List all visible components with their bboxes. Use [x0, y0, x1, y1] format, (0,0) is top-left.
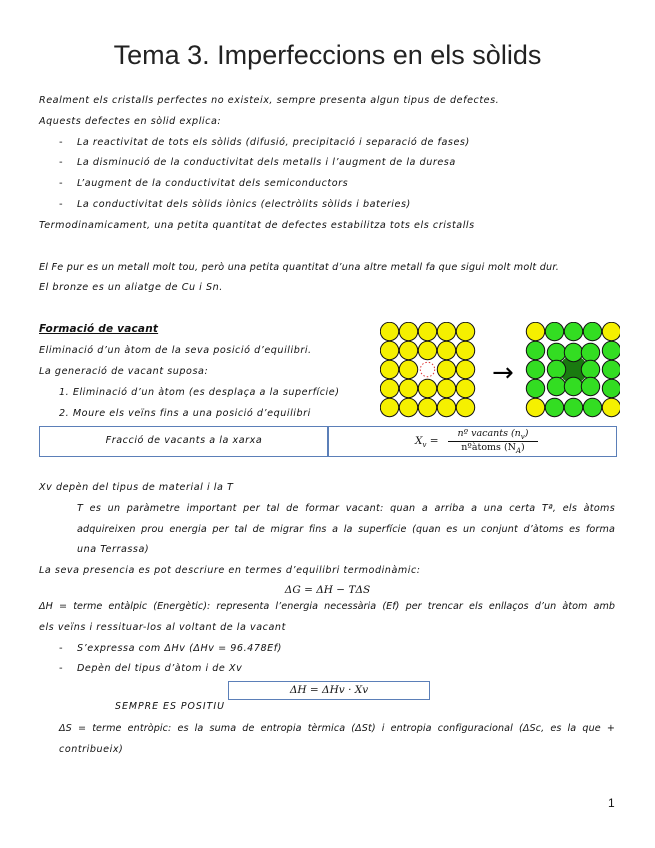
- lattice-atom: [564, 343, 582, 361]
- bullet-dash: -: [59, 178, 63, 189]
- vacancy-step-2: 2. Moure els veïns fins a una posició d’equilibri: [59, 408, 311, 419]
- presence-line: La seva presencia es pot descriure en termes d’equilibri termodinàmic:: [39, 565, 421, 576]
- lattice-atom: [545, 322, 563, 340]
- table-cell-formula: [327, 426, 617, 457]
- lattice-atom: [602, 379, 620, 397]
- lattice-atom: [418, 341, 436, 359]
- lattice-atom: [380, 360, 398, 378]
- lattice-atom: [526, 379, 544, 397]
- enthalpy-bullet-2: Depèn del tipus d’àtom i de Xv: [77, 663, 243, 674]
- lattice-atom: [526, 398, 544, 416]
- lattice-atom: [399, 322, 417, 340]
- intro-bullet-2: La disminució de la conductivitat dels metalls i l’augment de la duresa: [77, 157, 456, 168]
- dh-formula: ΔH = ΔHv · Xv: [289, 684, 369, 696]
- vacancy-line-2: La generació de vacant suposa:: [39, 366, 209, 377]
- formula-den-sub: A: [515, 446, 522, 455]
- lattice-atom: [380, 379, 398, 397]
- dh-formula-box: [228, 681, 430, 700]
- lattice-atom: [526, 360, 544, 378]
- xv-line: Xv depèn del tipus de material i la T: [39, 482, 234, 493]
- lattice-atom: [581, 360, 599, 378]
- gibbs-equation: ΔG = ΔH − TΔS: [284, 584, 371, 596]
- lattice-atom: [602, 341, 620, 359]
- enthalpy-bullet-1: S’expressa com ΔHv (ΔHv = 96.478Ef): [77, 643, 282, 654]
- lattice-atom: [581, 377, 599, 395]
- lattice-atom: [564, 377, 582, 395]
- vacancy-step-1: 1. Eliminació d’un àtom (es desplaça a la superfície): [59, 387, 340, 398]
- fe-line: El Fe pur es un metall molt tou, però una petita quantitat d’una altre metall fa que sigui molt molt dur.: [39, 262, 559, 273]
- bullet-dash: -: [59, 157, 63, 168]
- intro-bullet-1: La reactivitat de tots els sòlids (difusió, precipitació i separació de fases): [77, 137, 470, 148]
- lattice-atom: [456, 398, 474, 416]
- lattice-atom: [564, 398, 582, 416]
- vacancy-lattice-figure: [380, 322, 620, 422]
- lattice-atom: [399, 341, 417, 359]
- lattice-atom: [547, 377, 565, 395]
- bronze-line: El bronze es un aliatge de Cu i Sn.: [39, 282, 223, 293]
- lattice-atom: [526, 322, 544, 340]
- xv-para-line-3: una Terrassa): [77, 544, 150, 555]
- lattice-atom: [526, 341, 544, 359]
- entropy-line-1: ΔS = terme entròpic: es la suma de entropia tèrmica (ΔSt) i entropia configuracional (ΔSc, es la que +: [59, 723, 615, 734]
- bullet-dash: -: [59, 199, 63, 210]
- lattice-atom: [380, 398, 398, 416]
- lattice-before: [380, 322, 474, 416]
- bullet-dash: -: [59, 643, 63, 654]
- lattice-atom: [437, 379, 455, 397]
- intro-bullet-4: La conductivitat dels sòlids iònics (electròlits sòlids i bateries): [77, 199, 411, 210]
- formula-num-end: ): [524, 428, 529, 439]
- always-positive-note: SEMPRE ES POSITIU: [115, 701, 225, 712]
- lattice-atom: [437, 360, 455, 378]
- lattice-atom: [456, 360, 474, 378]
- thermo-line: Termodinamicament, una petita quantitat de defectes estabilitza tots els cristalls: [39, 220, 475, 231]
- table-label: Fracció de vacants a la xarxa: [105, 435, 263, 446]
- formula-den-text: nºàtoms (N: [461, 442, 516, 453]
- lattice-atom: [583, 322, 601, 340]
- lattice-atom: [418, 398, 436, 416]
- lattice-atom: [547, 343, 565, 361]
- page-title: Tema 3. Imperfeccions en els sòlids: [113, 40, 542, 70]
- formula-xv: $X_v$ =: [415, 435, 439, 450]
- page-number: 1: [608, 796, 615, 810]
- lattice-atom: [583, 398, 601, 416]
- enthalpy-line-2: els veïns i ressituar-los al voltant de la vacant: [39, 622, 286, 633]
- lattice-after: [526, 322, 620, 416]
- lattice-atom: [437, 398, 455, 416]
- lattice-atom: [602, 360, 620, 378]
- lattice-atom: [437, 341, 455, 359]
- lattice-atom: [399, 360, 417, 378]
- lattice-atom: [399, 398, 417, 416]
- lattice-atom: [418, 379, 436, 397]
- lattice-atom: [380, 341, 398, 359]
- lattice-atom: [581, 343, 599, 361]
- lattice-atom: [456, 341, 474, 359]
- formula-num-sub: v: [520, 432, 525, 441]
- table-cell-label: [39, 426, 329, 457]
- formula-lhs-sub: v: [422, 441, 427, 450]
- intro-line-1: Realment els cristalls perfectes no existeix, sempre presenta algun tipus de defectes.: [39, 95, 500, 106]
- enthalpy-line-1: ΔH = terme entàlpic (Energètic): representa l’energia necessària (Ef) per trencar els enllaços d’un àtom amb: [39, 601, 615, 612]
- bullet-dash: -: [59, 663, 63, 674]
- lattice-atom: [399, 379, 417, 397]
- lattice-atom: [418, 322, 436, 340]
- lattice-atom: [602, 398, 620, 416]
- bullet-dash: -: [59, 137, 63, 148]
- xv-para-line-2: adquireixen prou energia per tal de migrar fins a la superfície (quan es un conjunt d’àtoms es forma: [77, 524, 615, 535]
- intro-line-2: Aquests defectes en sòlid explica:: [39, 116, 222, 127]
- formula-denominator: [448, 442, 538, 455]
- vacancy-line-1: Eliminació d’un àtom de la seva posició d’equilibri.: [39, 345, 312, 356]
- xv-para-line-1: T es un paràmetre important per tal de formar vacant: quan a arriba a una certa Tª, els àtoms: [77, 503, 615, 514]
- lattice-atom: [380, 322, 398, 340]
- entropy-line-2: contribueix): [59, 744, 124, 755]
- formula-num-text: nº vacants (n: [457, 428, 521, 439]
- lattice-atom: [437, 322, 455, 340]
- section-heading-vacancy: Formació de vacant: [39, 323, 159, 335]
- lattice-atom: [602, 322, 620, 340]
- vacancy-site: [420, 362, 434, 376]
- lattice-atom: [564, 322, 582, 340]
- lattice-atom: [456, 322, 474, 340]
- intro-bullet-3: L’augment de la conductivitat dels semiconductors: [77, 178, 349, 189]
- lattice-atom: [456, 379, 474, 397]
- lattice-atom: [547, 360, 565, 378]
- formula-lhs: X: [415, 435, 423, 447]
- lattice-atom: [545, 398, 563, 416]
- formula-numerator: [448, 428, 538, 441]
- formula-den-end: ): [521, 442, 525, 453]
- arrow-icon: →: [492, 358, 514, 388]
